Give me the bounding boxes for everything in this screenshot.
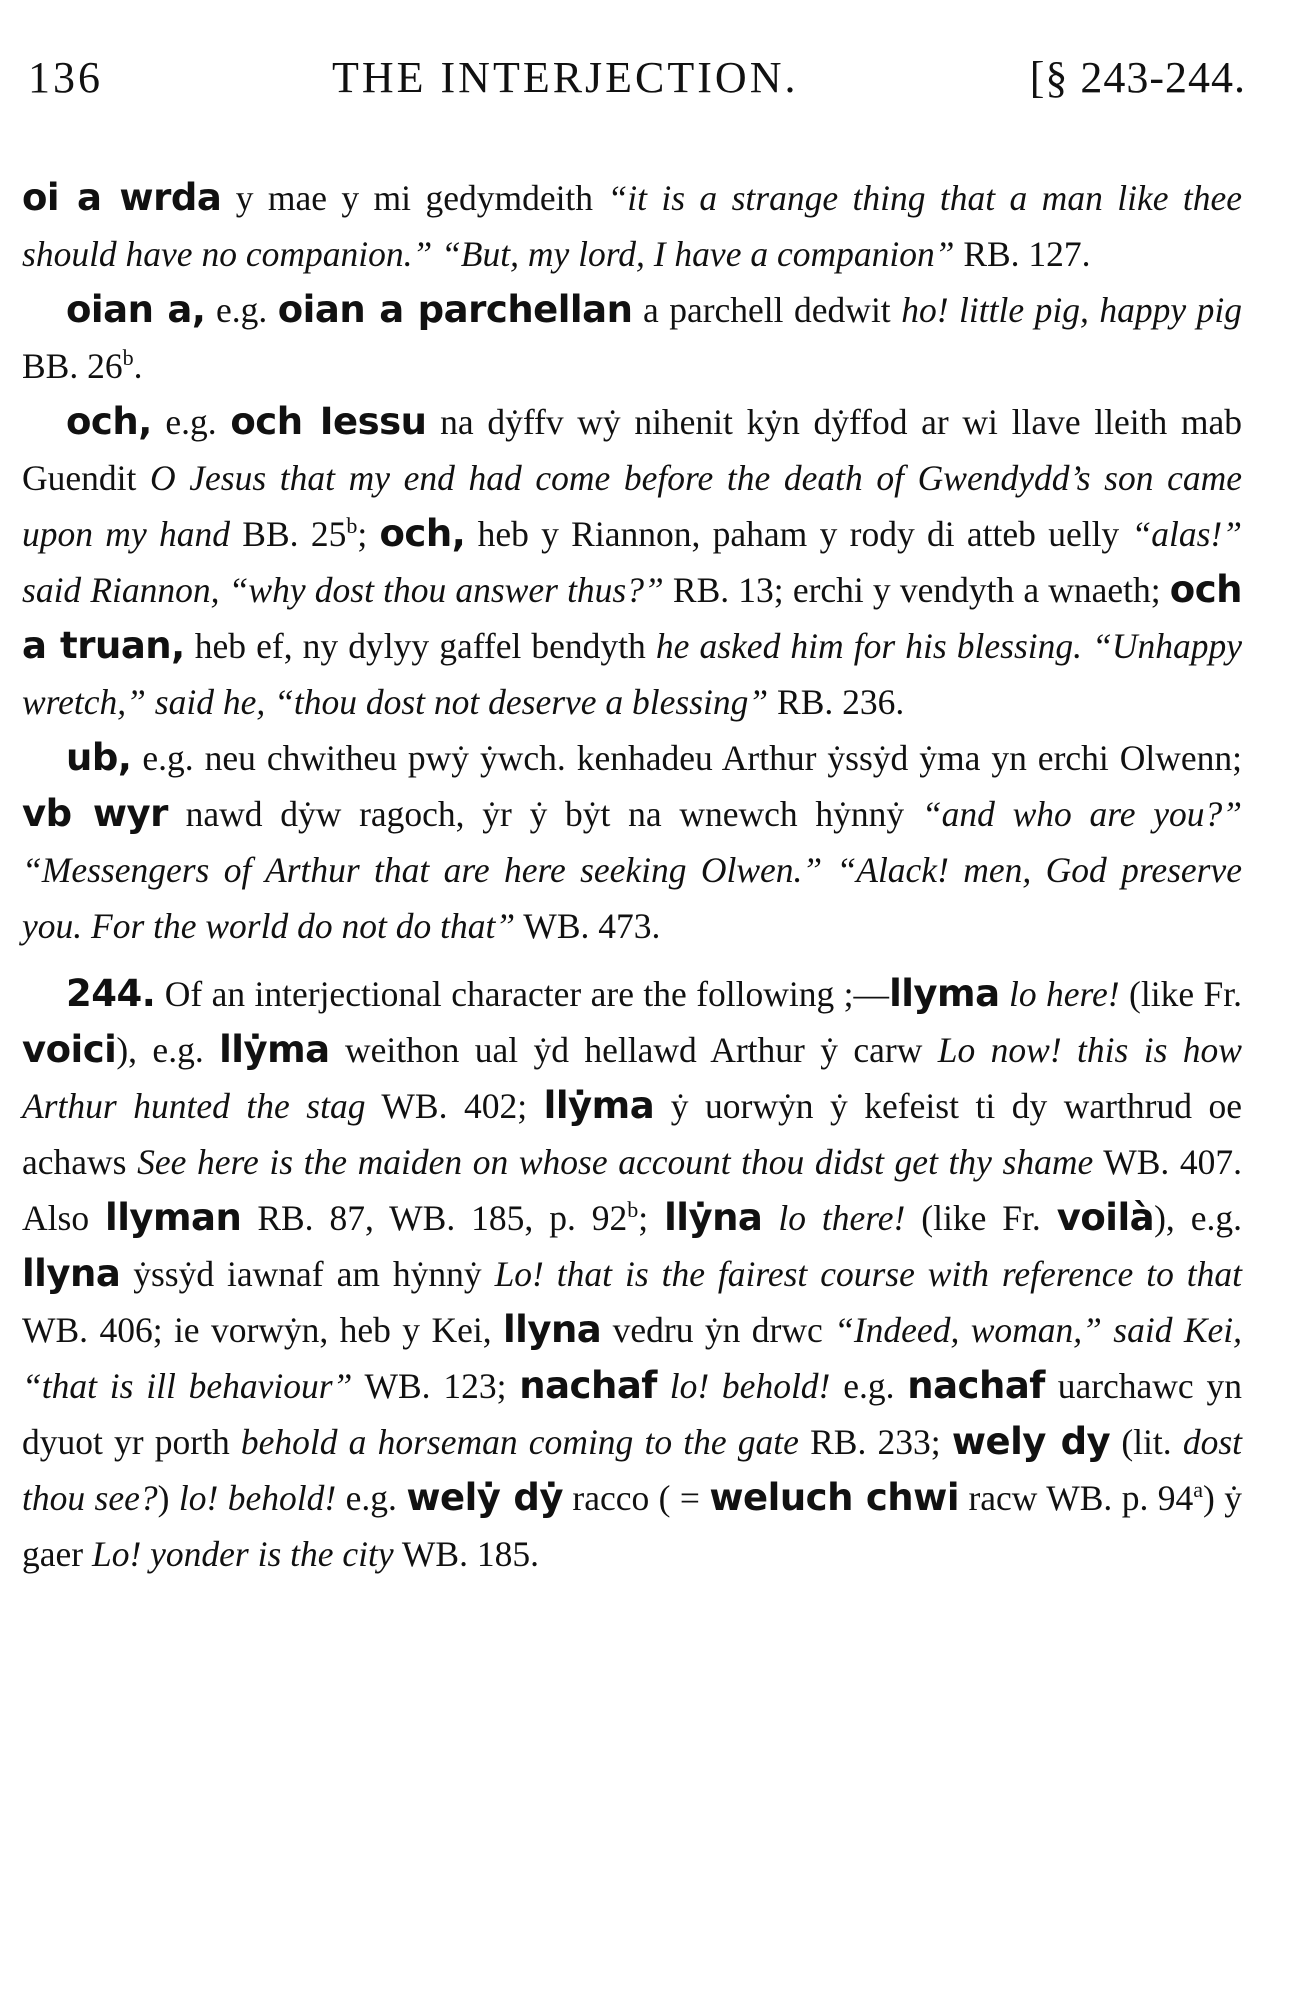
- text-run: e.g.: [151, 402, 231, 442]
- translation: Lo! yonder is the city: [91, 1534, 394, 1574]
- body-text: [22, 170, 1242, 1582]
- book-page: [22, 0, 1246, 1582]
- translation: lo there!: [778, 1198, 906, 1238]
- text-run: WB. 473.: [515, 906, 661, 946]
- folio-superscript: a: [1193, 1477, 1204, 1503]
- text-run: WB. 406; ie vorwẏn, heb y Kei,: [22, 1310, 503, 1350]
- headword: llẏna: [664, 1196, 763, 1239]
- text-run: e.g. neu chwitheu pwẏ ẏwch. kenhadeu Arthur ẏssẏd ẏma yn erchi Olwenn;: [131, 738, 1242, 778]
- chapter-title: THE INTERJECTION.: [332, 53, 799, 102]
- headword: oian a parchellan: [277, 288, 633, 331]
- text-run: RB. 87, WB. 185, p. 92: [241, 1198, 628, 1238]
- text-run: WB. 407. Also: [22, 1142, 1242, 1238]
- text-run: Of an interjectional character are the following ;—: [155, 974, 890, 1014]
- entry-paragraph: [22, 730, 1242, 954]
- translation: he asked him for his blessing. “Unhappy wretch,” said he, “thou dost not deserve a blessing”: [22, 626, 1242, 722]
- text-run: y mae y mi gedymdeith: [221, 178, 608, 218]
- headword: voilà: [1056, 1196, 1155, 1239]
- headword: oi a wrda: [22, 176, 222, 219]
- headword: vb wyr: [22, 792, 168, 835]
- text-run: WB. 185.: [393, 1534, 539, 1574]
- text-run: WB. 123;: [352, 1366, 520, 1406]
- headword: llyna: [22, 1252, 121, 1295]
- text-run: [1000, 974, 1009, 1014]
- translation: dost thou see?: [22, 1422, 1242, 1518]
- headword: och a truan,: [22, 568, 1242, 667]
- headword: ub,: [66, 736, 132, 779]
- headword: och,: [379, 512, 466, 555]
- text-run: racco ( =: [562, 1478, 710, 1518]
- folio-superscript: b: [122, 345, 134, 371]
- folio-superscript: b: [346, 513, 358, 539]
- headword: llẏma: [219, 1028, 330, 1071]
- text-run: ;: [357, 514, 380, 554]
- section-reference: [§ 243-244.: [1029, 53, 1246, 102]
- translation: “it is a strange thing that a man like thee should have no companion.” “But, my lord, I have a companion”: [22, 178, 1243, 274]
- text-run: na dẏffv wẏ nihenit kẏn dẏffod ar wi llave lleith mab Guendit: [22, 402, 1243, 498]
- text-run: (like Fr.: [905, 1198, 1057, 1238]
- entry-paragraph: [22, 170, 1242, 282]
- text-run: e.g.: [205, 290, 278, 330]
- headword: oian a,: [66, 288, 206, 331]
- text-run: RB. 127.: [954, 234, 1091, 274]
- text-run: e.g.: [336, 1478, 407, 1518]
- text-run: nawd dẏw ragoch, ẏr ẏ bẏt na wnewch hẏnnẏ: [167, 794, 922, 834]
- text-run: (like Fr.: [1119, 974, 1242, 1014]
- text-run: [762, 1198, 778, 1238]
- translation: behold a horseman coming to the gate: [240, 1422, 799, 1462]
- translation: Lo! that is the fairest course with reference to that: [494, 1254, 1242, 1294]
- text-run: heb ef, ny dylyy gaffel bendyth: [184, 626, 656, 666]
- text-run: ẏ uorwẏn ẏ kefeist ti dy warthrud oe achaws: [22, 1086, 1242, 1182]
- text-run: ): [157, 1478, 179, 1518]
- text-run: BB. 26: [22, 346, 123, 386]
- text-run: ), e.g.: [116, 1030, 220, 1070]
- headword: llyna: [502, 1308, 602, 1351]
- translation: Lo now! this is how Arthur hunted the stag: [22, 1030, 1242, 1126]
- section-paragraph: [22, 966, 1242, 1582]
- text-run: WB. 402;: [365, 1086, 544, 1126]
- translation: lo! behold!: [669, 1366, 831, 1406]
- text-run: uarchawc yn dyuot yr porth: [22, 1366, 1242, 1462]
- translation: “Indeed, woman,” said Kei, “that is ill behaviour”: [22, 1310, 1243, 1406]
- text-run: RB. 13; erchi y vendyth a wnaeth;: [663, 570, 1170, 610]
- text-run: a parchell dedwit: [632, 290, 902, 330]
- translation: O Jesus that my end had come before the death of Gwendydd’s son came upon my hand: [22, 458, 1242, 554]
- headword: llyma: [889, 972, 1000, 1015]
- headword: 244.: [66, 972, 156, 1015]
- headword: wely dy: [951, 1420, 1111, 1463]
- folio-superscript: b: [627, 1197, 639, 1223]
- headword: llyman: [105, 1196, 242, 1239]
- text-run: (lit.: [1110, 1422, 1183, 1462]
- headword: welẏ dẏ: [406, 1476, 563, 1519]
- translation: lo! behold!: [178, 1478, 337, 1518]
- entry-paragraph: [22, 394, 1242, 730]
- text-run: BB. 25: [230, 514, 347, 554]
- translation: lo here!: [1009, 974, 1120, 1014]
- text-run: ẏssẏd iawnaf am hẏnnẏ: [120, 1254, 495, 1294]
- translation: “alas!” said Riannon, “why dost thou answer thus?”: [22, 514, 1242, 610]
- text-run: RB. 236.: [768, 682, 905, 722]
- headword: nachaf: [519, 1364, 657, 1407]
- translation: See here is the maiden on whose account thou didst get thy shame: [137, 1142, 1094, 1182]
- text-run: e.g.: [830, 1366, 908, 1406]
- headword: och,: [66, 400, 152, 443]
- headword: nachaf: [907, 1364, 1045, 1407]
- headword: och Iessu: [230, 400, 427, 443]
- text-run: heb y Riannon, paham y rody di atteb uelly: [465, 514, 1132, 554]
- running-header: [22, 52, 1246, 112]
- text-run: .: [133, 346, 143, 386]
- entry-paragraph: [22, 282, 1242, 394]
- text-run: RB. 233;: [798, 1422, 952, 1462]
- text-run: [657, 1366, 670, 1406]
- text-run: vedru ẏn drwc: [601, 1310, 835, 1350]
- headword: llẏma: [543, 1084, 655, 1127]
- text-run: ) ẏ gaer: [22, 1478, 1243, 1574]
- text-run: racw WB. p. 94: [959, 1478, 1194, 1518]
- headword: voici: [22, 1028, 117, 1071]
- translation: “and who are you?” “Messengers of Arthur that are here seeking Olwen.” “Alack! men, God preserve you. For the world do not do that”: [22, 794, 1242, 946]
- translation: ho! little pig, happy pig: [901, 290, 1242, 330]
- text-run: weithon ual ẏd hellawd Arthur ẏ carw: [329, 1030, 938, 1070]
- headword: weluch chwi: [709, 1476, 960, 1519]
- text-run: ), e.g.: [1154, 1198, 1242, 1238]
- text-run: ;: [638, 1198, 665, 1238]
- page-number: 136: [28, 53, 103, 102]
